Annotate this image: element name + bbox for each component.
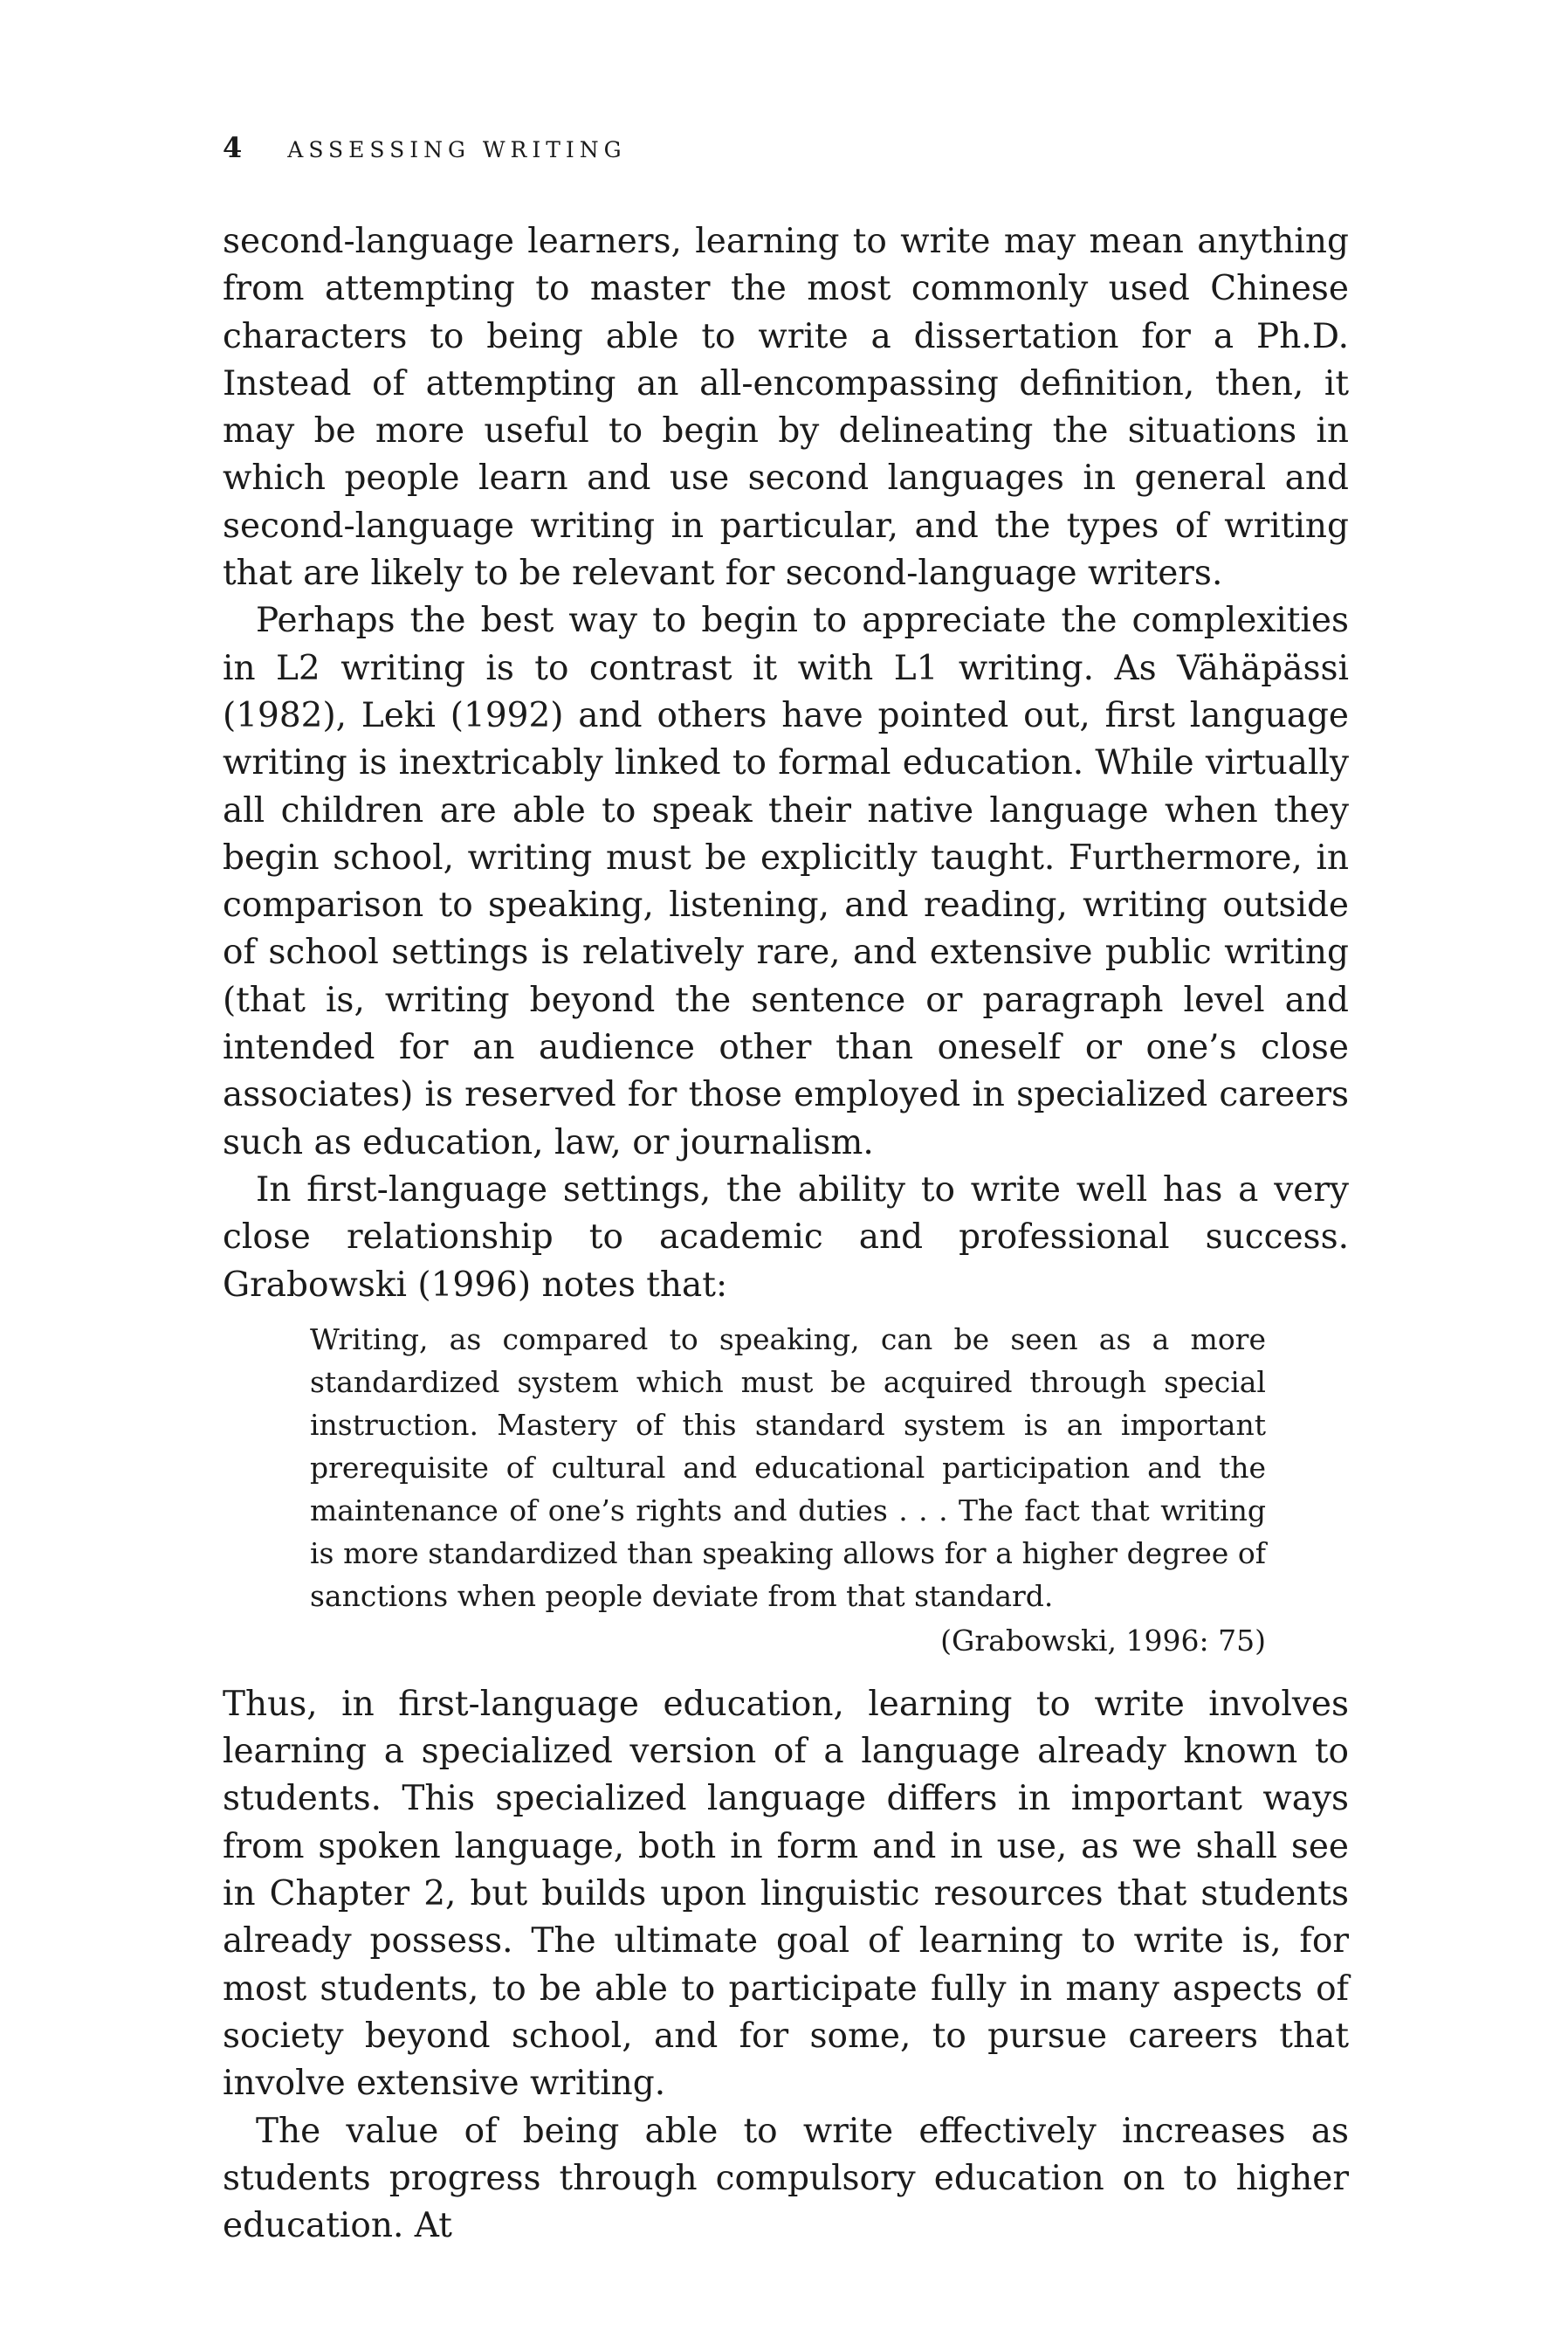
book-page (223, 131, 1349, 2250)
running-head-title: ASSESSING WRITING (287, 137, 627, 162)
paragraph-first-language-education: Thus, in first-language education, learning to write involves learning a specialized version of a language already known to students. This specialized language differs in important ways from spoken language, both in form and in use, as we shall see in Chapter 2, but builds upon linguistic resources that students already possess. The ultimate goal of learning to write is, for most students, to be able to participate fully in many aspects of society beyond school, and for some, to pursue careers that involve extensive writing. (223, 1684, 1349, 2104)
page-number: 4 (223, 131, 243, 164)
block-quote (310, 1318, 1266, 1662)
paragraph-first-language-settings: In first-language settings, the ability to write well has a very close relationship to academic and professional success. Grabowski (1996) notes that: (223, 1169, 1349, 1305)
paragraph-continued: second-language learners, learning to write may mean anything from attempting to master the most commonly used Chinese characters to being able to write a dissertation for a Ph.D. Instead of attempting an all-encompassing definition, then, it may be more useful to begin by delineating the situations in which people learn and use second languages in general and second-language writing in particular, and the types of writing that are likely to be relevant for second-language writers. (223, 222, 1349, 594)
paragraph-value-of-writing: The value of being able to write effectively increases as students progress through compulsory education on to higher education. At (223, 2111, 1349, 2246)
running-head (223, 131, 1349, 183)
quote-citation: (Grabowski, 1996: 75) (940, 1623, 1266, 1658)
body-text (223, 218, 1349, 2250)
quote-text: Writing, as compared to speaking, can be seen as a more standardized system which must be acquired through special instruction. Mastery of this standard system is an important prerequisite of cultural and educational participation and the maintenance of one’s rights and duties . . . The fact that writing is more standardized than speaking allows for a higher degree of sanctions when people deviate from that standard. (310, 1321, 1266, 1613)
paragraph-l2-vs-l1: Perhaps the best way to begin to appreciate the complexities in L2 writing is to contrast it with L1 writing. As Vähäpässi (1982), Leki (1992) and others have pointed out, first language writing is inextricably linked to formal education. While virtually all children are able to speak their native language when they begin school, writing must be explicitly taught. Furthermore, in comparison to speaking, listening, and reading, writing outside of school settings is relatively rare, and extensive public writing (that is, writing beyond the sentence or paragraph level and intended for an audience other than oneself or one’s close associates) is reserved for those employed in specialized careers such as education, law, or journalism. (223, 601, 1349, 1162)
